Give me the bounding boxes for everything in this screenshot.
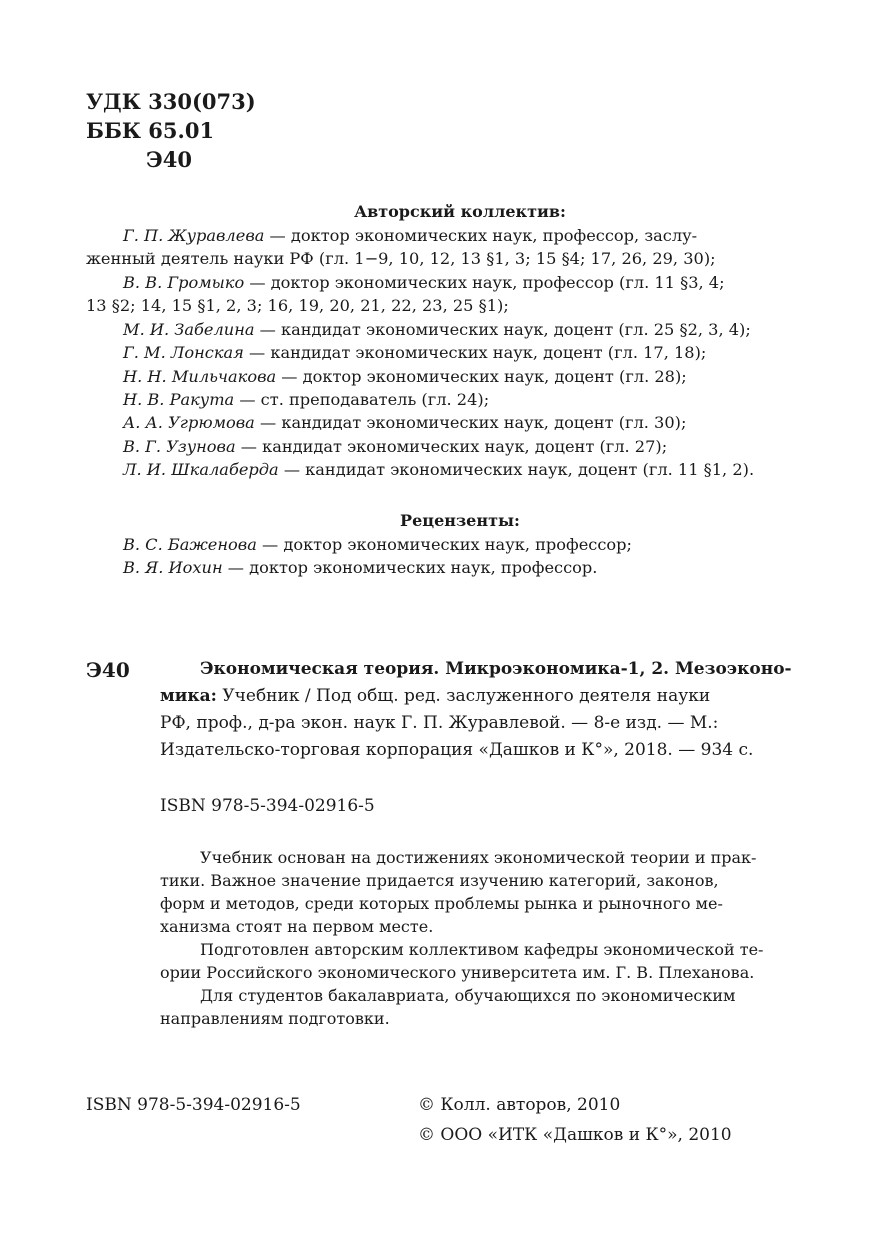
author-name: М. И. Забелина xyxy=(123,320,255,339)
author-entry-cont: 13 §2; 14, 15 §1, 2, 3; 16, 19, 20, 21, 22, 23, 25 §1); xyxy=(86,296,509,315)
abstract-line: Учебник основан на достижениях экономической теории и прак- xyxy=(200,848,757,867)
author-name: В. Г. Узунова xyxy=(123,437,236,456)
author-name: Г. М. Лонская xyxy=(123,343,244,362)
bib-isbn: ISBN 978-5-394-02916-5 xyxy=(160,796,375,816)
reviewers-heading: Рецензенты: xyxy=(400,511,520,530)
abstract-line: Для студентов бакалавриата, обучающихся по экономическим xyxy=(200,986,736,1005)
bib-title-line: Экономическая теория. Микроэкономика-1, 2. Мезоэконо- xyxy=(200,659,792,679)
author-desc: — кандидат экономических наук, доцент (гл. 25 §2, 3, 4); xyxy=(254,320,751,339)
author-name: А. А. Угрюмова xyxy=(123,413,255,432)
author-desc: — кандидат экономических наук, доцент (гл. 27); xyxy=(235,437,668,456)
bib-title-line xyxy=(160,683,710,709)
reviewer-name: В. Я. Иохин xyxy=(123,558,223,577)
author-entry xyxy=(123,435,667,458)
abstract-line: ханизма стоят на первом месте. xyxy=(160,917,434,936)
bib-line: Издательско-торговая корпорация «Дашков и К°», 2018. — 934 с. xyxy=(160,740,754,760)
author-desc: — кандидат экономических наук, доцент (гл. 17, 18); xyxy=(243,343,707,362)
bib-line: РФ, проф., д-ра экон. наук Г. П. Журавлевой. — 8-е изд. — М.: xyxy=(160,713,719,733)
author-entry xyxy=(123,271,725,294)
author-entry xyxy=(123,411,686,434)
author-desc: — доктор экономических наук, доцент (гл. 28); xyxy=(276,367,687,386)
bbk-code: ББК 65.01 xyxy=(86,118,215,143)
reviewer-entry xyxy=(123,556,597,579)
abstract-line: форм и методов, среди которых проблемы рынка и рыночного ме- xyxy=(160,894,723,913)
author-entry xyxy=(123,458,754,481)
author-name: Г. П. Журавлева xyxy=(123,226,265,245)
author-entry xyxy=(123,318,751,341)
abstract-line: ории Российского экономического университета им. Г. В. Плеханова. xyxy=(160,963,755,982)
author-name: Н. Н. Мильчакова xyxy=(123,367,277,386)
author-entry xyxy=(123,388,489,411)
author-entry xyxy=(123,365,687,388)
copyright-authors: © Колл. авторов, 2010 xyxy=(418,1095,621,1115)
author-name: Л. И. Шкалаберда xyxy=(123,460,279,479)
author-entry-cont: женный деятель науки РФ (гл. 1−9, 10, 12, 13 §1, 3; 15 §4; 17, 26, 29, 30); xyxy=(86,249,716,268)
udk-code: УДК 330(073) xyxy=(86,89,256,114)
author-desc: — кандидат экономических наук, доцент (гл. 11 §1, 2). xyxy=(278,460,755,479)
author-name: Н. В. Ракута xyxy=(123,390,235,409)
abstract-line: тики. Важное значение придается изучению категорий, законов, xyxy=(160,871,719,890)
bib-title-end: мика: xyxy=(160,686,217,706)
author-entry xyxy=(123,224,697,247)
author-desc: — ст. преподаватель (гл. 24); xyxy=(234,390,490,409)
author-mark: Э40 xyxy=(146,147,192,172)
footer-isbn: ISBN 978-5-394-02916-5 xyxy=(86,1095,301,1115)
reviewer-desc: — доктор экономических наук, профессор. xyxy=(222,558,598,577)
copyright-publisher: © ООО «ИТК «Дашков и К°», 2010 xyxy=(418,1125,732,1145)
bib-title-rest: Учебник / Под общ. ред. заслуженного деятеля науки xyxy=(216,686,711,706)
author-name: В. В. Громыко xyxy=(123,273,245,292)
author-desc: — кандидат экономических наук, доцент (гл. 30); xyxy=(254,413,687,432)
reviewer-desc: — доктор экономических наук, профессор; xyxy=(256,535,632,554)
author-entry xyxy=(123,341,706,364)
abstract-line: Подготовлен авторским коллективом кафедры экономической те- xyxy=(200,940,764,959)
author-desc: — доктор экономических наук, профессор, заслу- xyxy=(264,226,698,245)
authors-heading: Авторский коллектив: xyxy=(354,202,566,221)
author-desc: — доктор экономических наук, профессор (гл. 11 §3, 4; xyxy=(244,273,725,292)
abstract-line: направлениям подготовки. xyxy=(160,1009,390,1028)
reviewer-name: В. С. Баженова xyxy=(123,535,257,554)
reviewer-entry xyxy=(123,533,632,556)
bib-mark: Э40 xyxy=(86,658,130,682)
